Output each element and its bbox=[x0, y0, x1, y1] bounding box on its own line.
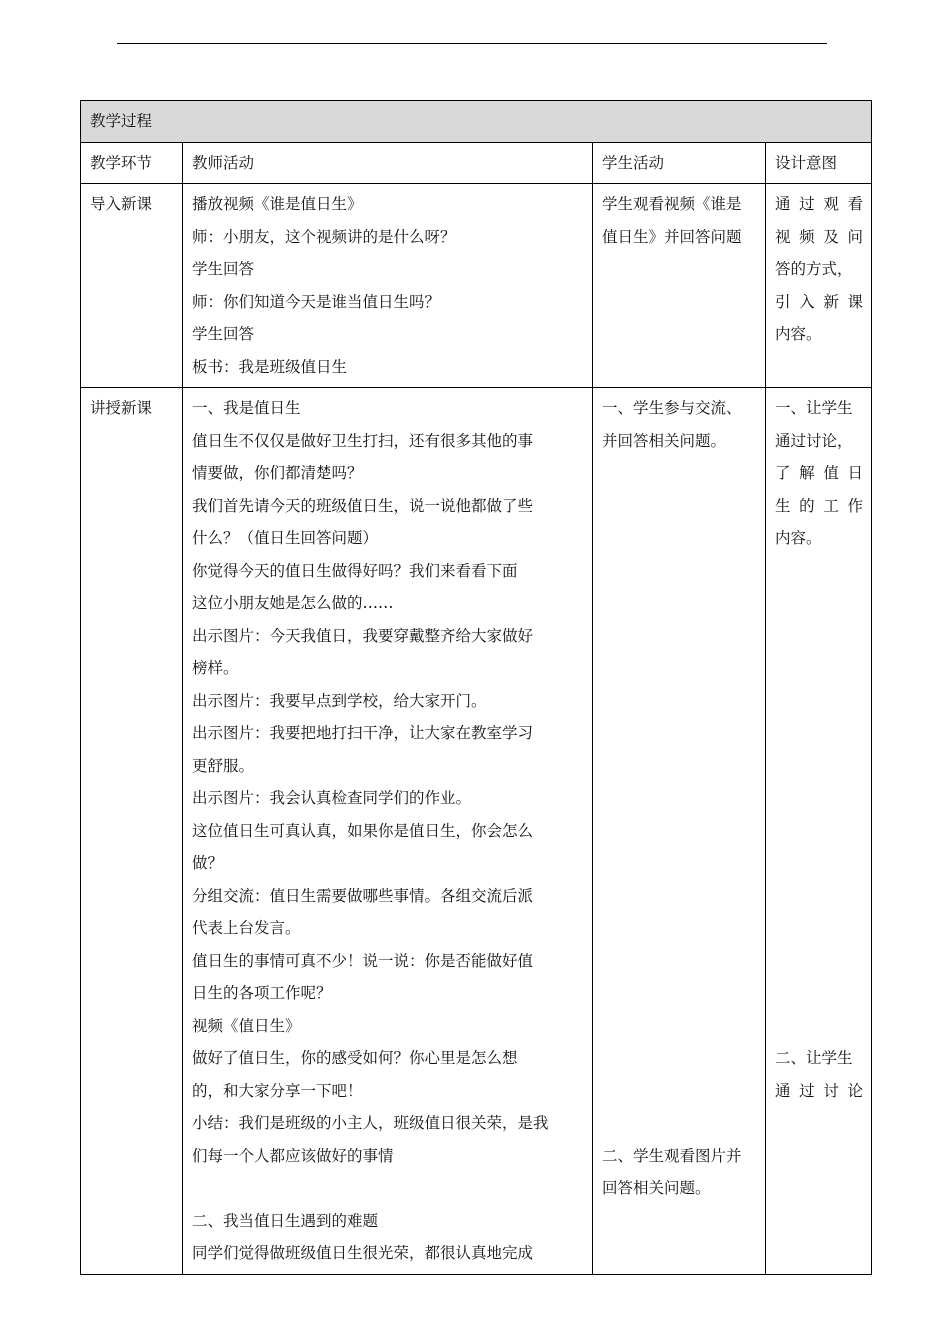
student-line: 回答相关问题。 bbox=[602, 1179, 711, 1197]
table-title-row bbox=[81, 101, 872, 143]
student-line: 学生观看视频《谁是 bbox=[602, 195, 742, 213]
intent-line: 二、让学生 bbox=[775, 1049, 853, 1067]
intent-line: 了解值日 bbox=[775, 464, 864, 482]
teacher-line: 做？ bbox=[192, 854, 224, 872]
teacher-line: 日生的各项工作呢？ bbox=[192, 984, 332, 1002]
student-line: 一、学生参与交流、 bbox=[602, 399, 742, 417]
student-line: 并回答相关问题。 bbox=[602, 431, 727, 450]
teacher-line: 出示图片：我会认真检查同学们的作业。 bbox=[192, 789, 472, 807]
teacher-line: 值日生的事情可真不少！说一说：你是否能做好值 bbox=[192, 951, 534, 970]
intent-line: 通过讨论， bbox=[775, 431, 853, 450]
intent-line: 通过讨论 bbox=[775, 1081, 864, 1100]
teacher-line: 这位值日生可真认真，如果你是值日生，你会怎么 bbox=[192, 821, 534, 840]
teacher-line: 们每一个人都应该做好的事情 bbox=[192, 1146, 394, 1165]
intent-line: 一、让学生 bbox=[775, 399, 853, 417]
header-teacher: 教师活动 bbox=[183, 142, 593, 184]
student-line: 二、学生观看图片并 bbox=[602, 1146, 742, 1165]
teacher-line: 播放视频《谁是值日生》 bbox=[192, 195, 363, 213]
teacher-line: 师：小朋友，这个视频讲的是什么呀？ bbox=[192, 227, 456, 246]
teacher-line: 出示图片：今天我值日，我要穿戴整齐给大家做好 bbox=[192, 626, 534, 645]
student-cell bbox=[593, 184, 766, 388]
intent-line: 内容。 bbox=[775, 529, 822, 547]
teacher-line: 什么？（值日生回答问题） bbox=[192, 529, 379, 547]
teacher-line: 同学们觉得做班级值日生很光荣，都很认真地完成 bbox=[192, 1244, 534, 1262]
teacher-line: 二、我当值日生遇到的难题 bbox=[192, 1211, 379, 1230]
header-rule bbox=[117, 43, 827, 44]
teacher-line: 代表上台发言。 bbox=[192, 919, 301, 937]
header-student: 学生活动 bbox=[593, 142, 766, 184]
lesson-table bbox=[80, 100, 872, 1275]
stage-cell: 导入新课 bbox=[81, 184, 183, 388]
table-row bbox=[81, 388, 872, 1275]
teacher-line: 出示图片：我要早点到学校，给大家开门。 bbox=[192, 691, 487, 710]
student-cell bbox=[593, 388, 766, 1275]
teacher-line: 情要做，你们都清楚吗？ bbox=[192, 464, 363, 482]
teacher-line: 一、我是值日生 bbox=[192, 399, 301, 417]
teacher-cell bbox=[183, 184, 593, 388]
intent-line: 视频及问 bbox=[775, 227, 864, 246]
intent-spacer bbox=[775, 555, 863, 1043]
table-header-row bbox=[81, 142, 872, 184]
intent-line: 答的方式， bbox=[775, 260, 853, 278]
teacher-cell bbox=[183, 388, 593, 1275]
teacher-line: 视频《值日生》 bbox=[192, 1016, 301, 1035]
stage-cell: 讲授新课 bbox=[81, 388, 183, 1275]
teacher-line: 更舒服。 bbox=[192, 756, 255, 775]
teacher-line: 分组交流：值日生需要做哪些事情。各组交流后派 bbox=[192, 886, 534, 905]
intent-cell bbox=[766, 388, 872, 1275]
intent-cell bbox=[766, 184, 872, 388]
table-title: 教学过程 bbox=[81, 101, 872, 143]
intent-line: 生的工作 bbox=[775, 496, 864, 515]
teacher-line: 这位小朋友她是怎么做的…… bbox=[192, 594, 394, 612]
student-spacer bbox=[602, 457, 757, 1140]
header-intent: 设计意图 bbox=[766, 142, 872, 184]
teacher-line: 学生回答 bbox=[192, 260, 255, 278]
teacher-line: 你觉得今天的值日生做得好吗？我们来看看下面 bbox=[192, 561, 518, 580]
teacher-line: 做好了值日生，你的感受如何？你心里是怎么想 bbox=[192, 1049, 518, 1067]
teacher-line: 学生回答 bbox=[192, 325, 255, 343]
intent-line: 内容。 bbox=[775, 325, 822, 343]
teacher-line: 我们首先请今天的班级值日生，说一说他都做了些 bbox=[192, 496, 534, 515]
student-line: 值日生》并回答问题 bbox=[602, 227, 742, 246]
teacher-line: 出示图片：我要把地打扫干净，让大家在教室学习 bbox=[192, 724, 534, 742]
intent-line: 通过观看 bbox=[775, 195, 864, 213]
teacher-line: 小结：我们是班级的小主人，班级值日很关荣，是我 bbox=[192, 1114, 549, 1132]
blank-line bbox=[192, 1172, 584, 1205]
teacher-line: 的，和大家分享一下吧！ bbox=[192, 1081, 363, 1100]
teacher-line: 值日生不仅仅是做好卫生打扫，还有很多其他的事 bbox=[192, 431, 534, 450]
table-row bbox=[81, 184, 872, 388]
teacher-line: 板书：我是班级值日生 bbox=[192, 357, 348, 376]
header-stage: 教学环节 bbox=[81, 142, 183, 184]
teacher-line: 榜样。 bbox=[192, 659, 239, 677]
teacher-line: 师：你们知道今天是谁当值日生吗？ bbox=[192, 292, 441, 311]
intent-line: 引入新课 bbox=[775, 292, 864, 311]
